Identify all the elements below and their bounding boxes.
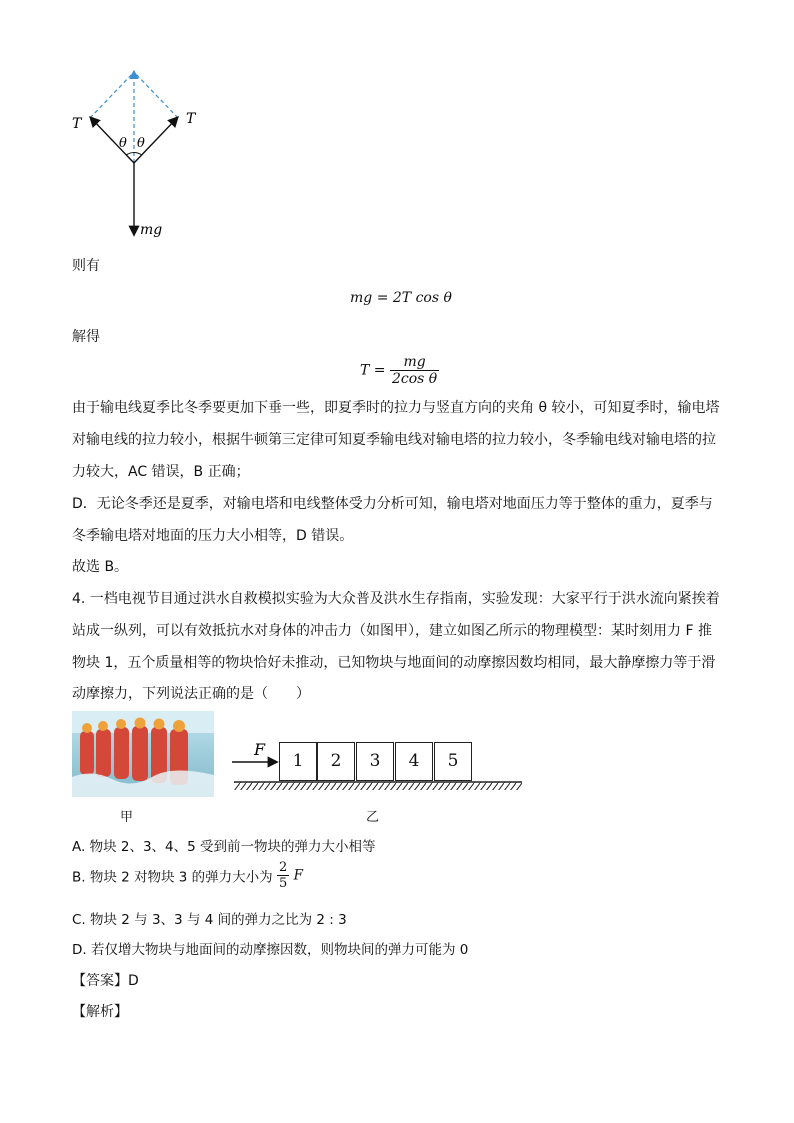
- paraD-line2: 冬季输电塔对地面的压力大小相等，D 错误。: [72, 528, 354, 544]
- option-b-F: F: [293, 867, 303, 884]
- equation-2: [360, 354, 439, 387]
- option-b-denominator: 5: [278, 876, 288, 891]
- label-theta-right: θ: [137, 136, 145, 151]
- label-T-right: T: [186, 111, 196, 127]
- label-T-left: T: [72, 116, 82, 132]
- tension-left-arrow: [91, 118, 134, 163]
- para1-line1: 由于输电线夏季比冬季要更加下垂一些，即夏季时的拉力与竖直方向的夹角 θ 较小，可知夏季时，输电塔: [72, 400, 720, 416]
- q4-line3: 物块 1，五个质量相等的物块恰好未推动，已知物块与地面间的动摩擦因数均相同，最大静摩擦力等于滑: [72, 655, 716, 671]
- paraD-line1: D．无论冬季还是夏季，对输电塔和电线整体受力分析可知，输电塔对地面压力等于整体的重力，夏季与: [72, 496, 713, 512]
- dashed-left: [90, 72, 134, 118]
- option-c: C. 物块 2 与 3、3 与 4 间的弹力之比为 2 : 3: [72, 912, 347, 928]
- q4-line1: 4. 一档电视节目通过洪水自救模拟实验为大众普及洪水生存指南，实验发现：大家平行于洪水流向紧挨着: [72, 591, 720, 607]
- then-have: 则有: [72, 258, 100, 274]
- equation-1: mg = 2T cos θ: [350, 290, 452, 306]
- answer: 【答案】D: [72, 973, 139, 989]
- option-b: [72, 860, 303, 891]
- ground-hatch: [234, 782, 522, 790]
- block-2: 2: [317, 742, 355, 781]
- eq2-lhs: T =: [360, 362, 386, 379]
- force-diagram: [60, 60, 200, 245]
- block-3: 3: [356, 742, 394, 781]
- figure-label-yi: 乙: [366, 810, 380, 825]
- force-F-label: F: [254, 740, 266, 759]
- para1-line3: 力较大，AC 错误，B 正确；: [72, 464, 250, 480]
- option-b-fraction: [277, 860, 289, 891]
- label-theta-left: θ: [119, 136, 127, 151]
- label-mg: mg: [140, 222, 163, 238]
- block-4: 4: [395, 742, 433, 781]
- q4-line4: 动摩擦力，下列说法正确的是（ ）: [72, 686, 310, 702]
- block-1: 1: [279, 742, 317, 781]
- eq2-denominator: 2cos θ: [391, 371, 438, 387]
- option-b-numerator: 2: [278, 860, 288, 875]
- block-5: 5: [434, 742, 472, 781]
- dashed-right: [134, 72, 178, 118]
- choose-b: 故选 B。: [72, 559, 129, 575]
- eq2-numerator: mg: [390, 354, 439, 371]
- option-a: A. 物块 2、3、4、5 受到前一物块的弹力大小相等: [72, 839, 376, 855]
- q4-line2: 站成一纵列，可以有效抵抗水对身体的冲击力（如图甲），建立如图乙所示的物理模型：某时刻用力 F 推: [72, 623, 712, 639]
- figure-label-jia: 甲: [120, 810, 134, 825]
- option-b-text: B. 物块 2 对物块 3 的弹力大小为: [72, 869, 273, 886]
- flood-photo: [72, 711, 214, 797]
- eq2-fraction: [390, 354, 439, 387]
- option-d: D. 若仅增大物块与地面间的动摩擦因数，则物块间的弹力可能为 0: [72, 942, 469, 958]
- solve-label: 解得: [72, 329, 100, 345]
- analysis: 【解析】: [72, 1004, 128, 1020]
- para1-line2: 对输电线的拉力较小，根据牛顿第三定律可知夏季输电线对输电塔的拉力较小，冬季输电线对输电塔的拉: [72, 432, 716, 448]
